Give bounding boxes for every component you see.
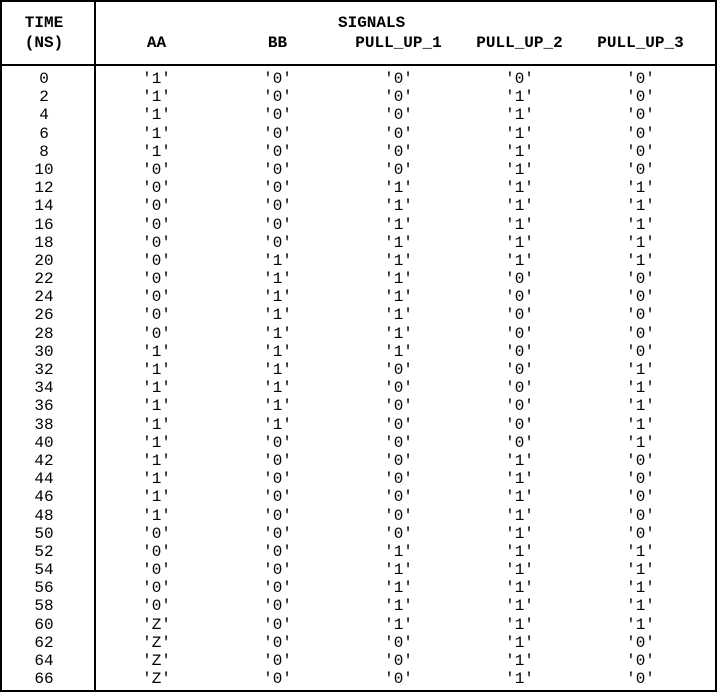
- signal-value-cell: '0': [505, 306, 534, 325]
- time-cell: 2: [39, 88, 49, 107]
- signal-value-cell: '0': [626, 288, 655, 307]
- signal-value-cell: '1': [384, 179, 413, 198]
- signal-value-cell: '1': [626, 361, 655, 379]
- signal-value-cell: '0': [263, 633, 292, 652]
- table-row: [2, 288, 715, 306]
- signal-value-cell: '0': [384, 524, 413, 543]
- signal-value-cell: '0': [384, 88, 413, 107]
- time-cell: 62: [34, 633, 54, 652]
- column-header-pull-up-2: PULL_UP_2: [476, 34, 563, 52]
- signal-value-cell: 'Z': [142, 652, 171, 670]
- time-cell: 28: [34, 324, 54, 343]
- signal-value-cell: '0': [142, 160, 171, 179]
- signal-value-cell: '0': [626, 470, 655, 489]
- signal-value-cell: '1': [505, 106, 534, 125]
- signal-value-cell: '1': [142, 124, 171, 143]
- table-row: [2, 470, 715, 488]
- signal-value-cell: '1': [384, 251, 413, 270]
- signal-value-cell: '1': [142, 488, 171, 507]
- signal-value-cell: '0': [142, 215, 171, 234]
- signal-value-cell: '0': [626, 633, 655, 652]
- signal-value-cell: '0': [142, 270, 171, 289]
- signal-value-cell: '0': [384, 106, 413, 125]
- column-header-bb: BB: [267, 34, 288, 52]
- time-cell: 22: [34, 270, 54, 289]
- signal-value-cell: '1': [505, 488, 534, 507]
- signal-value-cell: '1': [626, 215, 655, 234]
- signal-value-cell: '0': [384, 633, 413, 652]
- signal-value-cell: '1': [505, 251, 534, 270]
- signal-value-cell: '1': [505, 233, 534, 252]
- signal-value-cell: '1': [142, 142, 171, 161]
- signal-value-cell: '1': [505, 670, 534, 689]
- time-cell: 46: [34, 488, 54, 507]
- table-row: [2, 88, 715, 106]
- signal-value-cell: '0': [626, 88, 655, 107]
- column-header-aa: AA: [146, 34, 167, 52]
- signal-value-cell: '0': [626, 342, 655, 361]
- signal-value-cell: '0': [384, 470, 413, 489]
- signal-value-cell: '1': [384, 579, 413, 598]
- signal-value-cell: '1': [384, 597, 413, 616]
- time-cell: 58: [34, 597, 54, 616]
- signal-value-cell: '1': [263, 342, 292, 361]
- table-row: [2, 125, 715, 143]
- table-row: [2, 379, 715, 397]
- signal-value-cell: '0': [505, 361, 534, 379]
- signal-value-cell: '0': [384, 124, 413, 143]
- time-cell: 32: [34, 361, 54, 379]
- time-cell: 64: [34, 652, 54, 670]
- signal-value-cell: '1': [626, 561, 655, 580]
- table-row: [2, 525, 715, 543]
- signal-value-cell: '0': [142, 197, 171, 216]
- signal-value-cell: '1': [142, 506, 171, 525]
- signal-value-cell: '1': [142, 342, 171, 361]
- signal-value-cell: '0': [263, 470, 292, 489]
- signal-value-cell: '0': [384, 451, 413, 470]
- signal-value-cell: '0': [142, 542, 171, 561]
- signal-value-cell: '0': [626, 306, 655, 325]
- signal-value-cell: '0': [505, 379, 534, 398]
- table-row: [2, 543, 715, 561]
- signal-value-cell: '0': [626, 451, 655, 470]
- table-row: [2, 252, 715, 270]
- signal-value-cell: '1': [384, 233, 413, 252]
- signal-value-cell: '1': [505, 197, 534, 216]
- signal-value-cell: '1': [142, 470, 171, 489]
- column-header-pull-up-3: PULL_UP_3: [597, 34, 684, 52]
- signal-value-cell: '0': [263, 488, 292, 507]
- signal-value-cell: 'Z': [142, 615, 171, 634]
- column-header-pull-up-1: PULL_UP_1: [355, 34, 442, 52]
- signal-value-cell: '0': [142, 233, 171, 252]
- signal-value-cell: 'Z': [142, 670, 171, 689]
- signal-value-cell: '1': [626, 615, 655, 634]
- signal-value-cell: '1': [142, 415, 171, 434]
- time-cell: 52: [34, 542, 54, 561]
- time-cell: 50: [34, 524, 54, 543]
- table-row: [2, 507, 715, 525]
- signal-value-cell: '0': [505, 288, 534, 307]
- signal-value-cell: '0': [384, 652, 413, 670]
- signal-value-cell: '0': [263, 615, 292, 634]
- signal-value-cell: '0': [263, 179, 292, 198]
- signal-value-cell: '0': [142, 288, 171, 307]
- signal-value-cell: '0': [263, 70, 292, 88]
- table-row: [2, 616, 715, 634]
- time-cell: 36: [34, 397, 54, 416]
- time-header-line1: TIME: [24, 14, 64, 32]
- time-cell: 4: [39, 106, 49, 125]
- signal-value-cell: '1': [384, 306, 413, 325]
- table-row: [2, 179, 715, 197]
- table-row: [2, 416, 715, 434]
- time-cell: 34: [34, 379, 54, 398]
- signal-value-cell: '0': [263, 433, 292, 452]
- signal-value-cell: '1': [505, 579, 534, 598]
- table-row: [2, 70, 715, 88]
- signal-value-cell: '1': [626, 597, 655, 616]
- signal-value-cell: '1': [142, 379, 171, 398]
- signal-value-cell: '1': [263, 361, 292, 379]
- signal-value-cell: '1': [142, 70, 171, 88]
- signal-value-cell: '1': [505, 561, 534, 580]
- signal-value-cell: '1': [384, 615, 413, 634]
- signal-value-cell: '1': [263, 415, 292, 434]
- signal-value-cell: '0': [263, 160, 292, 179]
- table-row: [2, 234, 715, 252]
- signal-value-cell: '1': [142, 88, 171, 107]
- time-cell: 26: [34, 306, 54, 325]
- signal-value-cell: '1': [384, 270, 413, 289]
- signal-value-cell: '0': [626, 670, 655, 689]
- signal-value-cell: '0': [505, 415, 534, 434]
- table-row: [2, 343, 715, 361]
- signal-value-cell: '1': [505, 179, 534, 198]
- table-row: [2, 579, 715, 597]
- signal-value-cell: '1': [142, 451, 171, 470]
- table-row: [2, 634, 715, 652]
- time-cell: 38: [34, 415, 54, 434]
- table-row: [2, 161, 715, 179]
- signal-value-cell: '0': [626, 70, 655, 88]
- signal-value-cell: '1': [384, 561, 413, 580]
- signal-value-cell: '1': [626, 233, 655, 252]
- signal-value-cell: '0': [626, 324, 655, 343]
- signal-value-cell: '1': [505, 524, 534, 543]
- time-column-header: [2, 13, 96, 53]
- table-row: [2, 325, 715, 343]
- signal-value-cell: '0': [263, 670, 292, 689]
- signal-value-cell: '1': [263, 306, 292, 325]
- signal-value-cell: '0': [263, 142, 292, 161]
- time-cell: 48: [34, 506, 54, 525]
- signal-value-cell: '0': [142, 597, 171, 616]
- signal-value-cell: '0': [384, 488, 413, 507]
- signal-value-cell: '1': [626, 415, 655, 434]
- signal-value-cell: '0': [384, 361, 413, 379]
- time-cell: 20: [34, 251, 54, 270]
- signal-value-cell: '0': [505, 397, 534, 416]
- signal-value-cell: '1': [505, 451, 534, 470]
- time-cell: 6: [39, 124, 49, 143]
- table-row: [2, 361, 715, 379]
- time-cell: 24: [34, 288, 54, 307]
- table-row: [2, 270, 715, 288]
- signal-value-cell: '0': [384, 70, 413, 88]
- signal-value-cell: '0': [505, 324, 534, 343]
- signal-value-cell: '0': [263, 197, 292, 216]
- time-cell: 44: [34, 470, 54, 489]
- time-cell: 54: [34, 561, 54, 580]
- signal-value-cell: '0': [384, 160, 413, 179]
- signal-value-cell: '0': [626, 106, 655, 125]
- signal-value-cell: '0': [263, 524, 292, 543]
- signal-value-cell: '1': [626, 542, 655, 561]
- signal-value-cell: '0': [142, 579, 171, 598]
- signal-value-cell: '0': [263, 652, 292, 670]
- signal-value-cell: '1': [505, 215, 534, 234]
- signal-value-cell: '0': [263, 579, 292, 598]
- signal-value-cell: '1': [263, 288, 292, 307]
- signal-value-cell: '0': [142, 306, 171, 325]
- time-cell: 30: [34, 342, 54, 361]
- signal-value-cell: '1': [505, 633, 534, 652]
- table-row: [2, 452, 715, 470]
- time-cell: 10: [34, 160, 54, 179]
- signal-value-cell: '0': [626, 160, 655, 179]
- table-row: [2, 106, 715, 124]
- signal-value-cell: '0': [626, 124, 655, 143]
- signal-value-cell: '1': [505, 470, 534, 489]
- signal-value-cell: '0': [505, 342, 534, 361]
- signal-value-cell: '0': [263, 106, 292, 125]
- signal-value-cell: '0': [384, 415, 413, 434]
- signal-value-cell: '0': [384, 379, 413, 398]
- signal-value-cell: '1': [384, 542, 413, 561]
- signal-value-cell: '1': [505, 124, 534, 143]
- table-row: [2, 216, 715, 234]
- signal-value-cell: '1': [626, 579, 655, 598]
- time-cell: 60: [34, 615, 54, 634]
- time-cell: 14: [34, 197, 54, 216]
- signal-value-cell: '1': [505, 652, 534, 670]
- signal-value-cell: '0': [142, 251, 171, 270]
- time-header-line2: (NS): [24, 34, 64, 52]
- time-cell: 56: [34, 579, 54, 598]
- table-row: [2, 197, 715, 215]
- signal-value-cell: '1': [505, 160, 534, 179]
- time-cell: 8: [39, 142, 49, 161]
- table-row: [2, 306, 715, 324]
- time-cell: 66: [34, 670, 54, 689]
- signal-value-cell: '1': [384, 197, 413, 216]
- table-row: [2, 561, 715, 579]
- signal-value-cell: '0': [263, 561, 292, 580]
- signal-value-cell: '0': [263, 597, 292, 616]
- signal-value-cell: '0': [384, 506, 413, 525]
- signal-value-cell: '1': [505, 542, 534, 561]
- signal-value-cell: '1': [263, 397, 292, 416]
- signal-value-cell: '0': [263, 124, 292, 143]
- signal-value-cell: '1': [142, 106, 171, 125]
- signal-value-cell: '1': [626, 433, 655, 452]
- signal-value-cell: '0': [263, 88, 292, 107]
- signal-value-cell: '1': [626, 379, 655, 398]
- signal-value-cell: '1': [384, 342, 413, 361]
- signal-column-headers: [96, 33, 701, 53]
- time-cell: 42: [34, 451, 54, 470]
- signal-value-cell: '1': [505, 88, 534, 107]
- signal-value-cell: '0': [505, 270, 534, 289]
- signal-value-cell: 'Z': [142, 633, 171, 652]
- signal-value-cell: '0': [626, 270, 655, 289]
- signal-value-cell: '0': [626, 652, 655, 670]
- table-row: [2, 652, 715, 670]
- table-row: [2, 488, 715, 506]
- signal-value-cell: '1': [263, 379, 292, 398]
- signal-value-cell: '0': [626, 488, 655, 507]
- time-cell: 0: [39, 70, 49, 88]
- table-row: [2, 670, 715, 688]
- signal-value-cell: '1': [505, 506, 534, 525]
- table-row: [2, 397, 715, 415]
- signal-value-cell: '0': [384, 433, 413, 452]
- signal-value-cell: '0': [384, 142, 413, 161]
- signal-value-cell: '0': [142, 179, 171, 198]
- signal-value-cell: '1': [384, 288, 413, 307]
- signal-value-cell: '0': [142, 524, 171, 543]
- time-cell: 40: [34, 433, 54, 452]
- signal-value-cell: '0': [263, 542, 292, 561]
- table-row: [2, 597, 715, 615]
- time-cell: 16: [34, 215, 54, 234]
- signal-value-cell: '0': [142, 561, 171, 580]
- signal-value-cell: '0': [263, 451, 292, 470]
- signal-value-cell: '1': [626, 251, 655, 270]
- signal-value-cell: '1': [505, 597, 534, 616]
- signal-value-cell: '1': [263, 251, 292, 270]
- signal-value-cell: '1': [142, 433, 171, 452]
- signal-value-cell: '0': [626, 506, 655, 525]
- time-cell: 18: [34, 233, 54, 252]
- signal-value-cell: '1': [626, 397, 655, 416]
- signal-value-cell: '1': [505, 615, 534, 634]
- signal-value-cell: '0': [505, 70, 534, 88]
- time-cell: 12: [34, 179, 54, 198]
- signal-value-cell: '1': [263, 270, 292, 289]
- table-body: [2, 66, 715, 688]
- signal-value-cell: '0': [263, 215, 292, 234]
- signal-value-cell: '0': [384, 397, 413, 416]
- signal-value-cell: '0': [263, 506, 292, 525]
- signal-value-cell: '0': [384, 670, 413, 689]
- signals-group-header: SIGNALS: [338, 14, 406, 32]
- signal-value-cell: '0': [626, 142, 655, 161]
- signal-value-cell: '1': [142, 397, 171, 416]
- signal-value-cell: '0': [626, 524, 655, 543]
- signal-value-cell: '1': [626, 197, 655, 216]
- signal-value-cell: '1': [263, 324, 292, 343]
- signal-value-cell: '1': [384, 324, 413, 343]
- signal-value-cell: '1': [626, 179, 655, 198]
- signal-value-cell: '1': [142, 361, 171, 379]
- signal-value-cell: '1': [505, 142, 534, 161]
- signal-value-cell: '0': [263, 233, 292, 252]
- signal-value-cell: '0': [505, 433, 534, 452]
- signal-value-cell: '1': [384, 215, 413, 234]
- table-row: [2, 434, 715, 452]
- signal-value-cell: '0': [142, 324, 171, 343]
- table-row: [2, 143, 715, 161]
